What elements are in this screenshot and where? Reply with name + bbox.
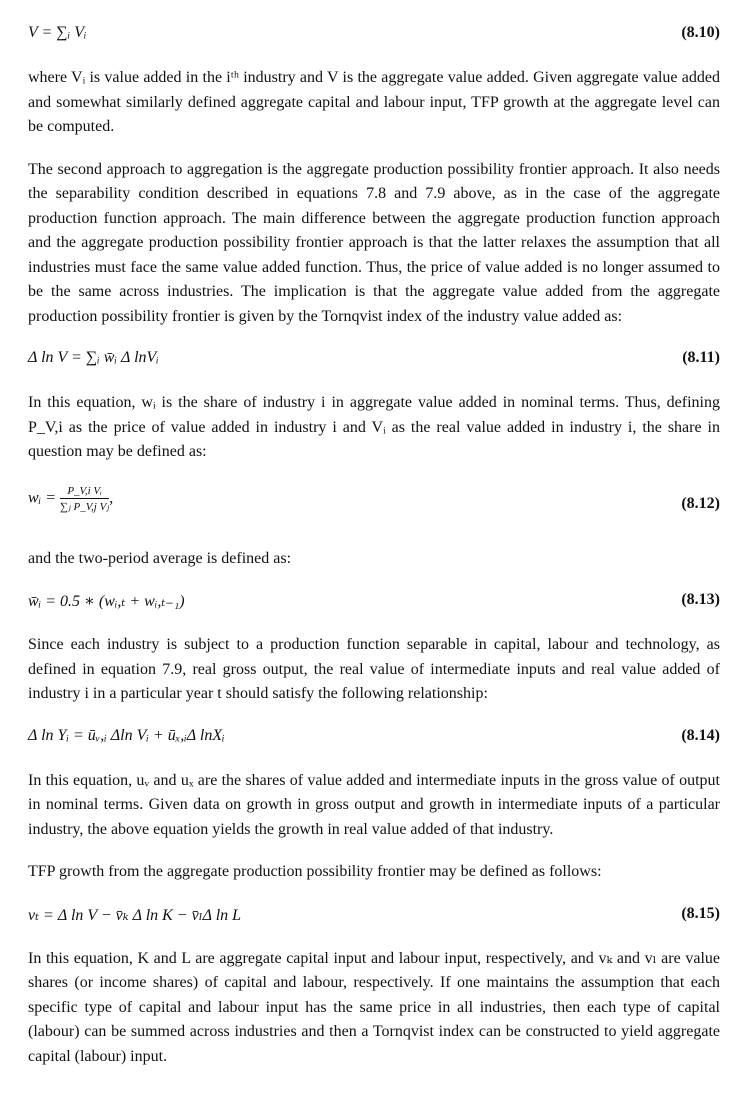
equation-8-12-lhs: wᵢ =: [28, 489, 56, 507]
paragraph-2: The second approach to aggregation is the aggregate production possibility frontier approach. It also needs the separability condition described in equations 7.8 and 7.9 above, as in the case of the aggregate production function approach. The main difference between the aggregate production function approach and the aggregate production possibility frontier approach is that the latter relaxes the assumption that all industries must face the same value added function. Thus, the price of value added is no longer assumed to be the same across industries. The implication is that the aggregate value added from the aggregate production possibility frontier is given by the Tornqvist index of the industry value added as:: [28, 160, 720, 325]
paragraph-8: In this equation, K and L are aggregate capital input and labour input, respectively, and vₖ and vₗ are value shares (or income shares) of capital and labour, respectively. If one maintains the assumption that each specific type of capital and labour input has the same price in all industries, then each type of capital (labour) can be summed across industries and then a Tornqvist index can be constructed to yield aggregate capital (labour) input.: [28, 949, 720, 1065]
equation-8-10: [28, 22, 720, 48]
equation-8-12: [28, 483, 720, 529]
paragraph-3: In this equation, wᵢ is the share of industry i in aggregate value added in nominal terms. Thus, defining P_V,i as the price of value added in industry i and Vᵢ as the real value added in industry i, the share in question may be defined as:: [28, 394, 720, 460]
equation-8-13: [28, 589, 720, 615]
equation-8-15-number: (8.15): [681, 904, 720, 922]
equation-8-11-number: (8.11): [682, 349, 720, 366]
equation-8-12-trail: ,: [109, 489, 114, 507]
equation-8-12-fraction: [60, 485, 109, 513]
paragraph-5: Since each industry is subject to a production function separable in capital, labour and technology, as defined in equation 7.9, real gross output, the real value of intermediate inputs and real value added of industry i in a particular year t should satisfy the following relationship:: [28, 636, 720, 702]
paragraph-4: and the two-period average is defined as:: [28, 549, 292, 567]
equation-8-14: [28, 725, 720, 751]
equation-8-14-expression: Δ ln Yᵢ = ūᵥ,ᵢ Δln Vᵢ + ūₓ,ᵢΔ lnXᵢ: [28, 726, 225, 744]
equation-8-12-expression: [28, 485, 113, 513]
equation-8-13-number: (8.13): [681, 591, 720, 608]
equation-8-15-expression: vₜ = Δ ln V − v̄ₖ Δ ln K − v̄ₗΔ ln L: [28, 906, 242, 924]
paragraph-1: where Vᵢ is value added in the iᵗʰ industry and V is the aggregate value added. Given aggregate value added and somewhat similarly defined aggregate capital and labour input, TFP growth at the aggregate level can be computed.: [28, 69, 720, 135]
equation-8-13-expression: w̄ᵢ = 0.5 ∗ (wᵢ,ₜ + wᵢ,ₜ₋₁): [28, 593, 185, 610]
document-page: [28, 22, 720, 1087]
equation-8-10-number: (8.10): [681, 24, 720, 41]
equation-8-15: [28, 903, 720, 929]
paragraph-6: In this equation, uᵥ and uₓ are the shares of value added and intermediate inputs in the gross value of output in nominal terms. Given data on growth in gross output and growth in intermediate inputs of a particular industry, the above equation yields the growth in real value added of that industry.: [28, 771, 720, 838]
equation-8-10-expression: V = ∑ᵢ Vᵢ: [28, 24, 87, 41]
equation-8-12-number: (8.12): [681, 494, 720, 512]
equation-8-12-numerator: P_V,i Vᵢ: [60, 485, 109, 499]
equation-8-14-number: (8.14): [681, 726, 720, 744]
equation-8-11: [28, 347, 720, 373]
equation-8-11-expression: Δ ln V = ∑ᵢ w̄ᵢ Δ lnVᵢ: [28, 349, 159, 366]
equation-8-12-denominator: ∑ⱼ P_V,j Vⱼ: [60, 500, 110, 513]
paragraph-7: TFP growth from the aggregate production possibility frontier may be defined as follows:: [28, 863, 602, 880]
